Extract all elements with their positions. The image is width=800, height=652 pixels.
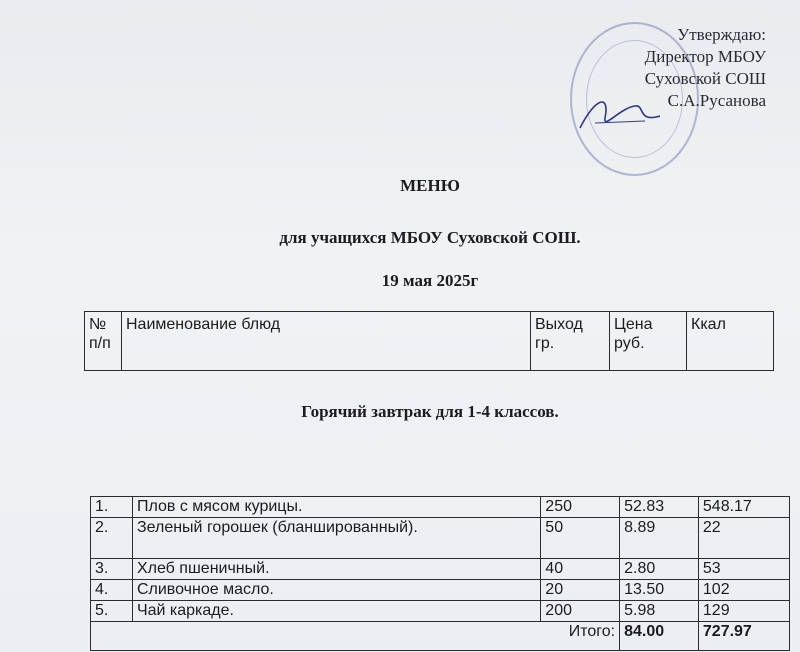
table-row — [91, 580, 790, 601]
header-price: Цена руб. — [610, 312, 687, 371]
row-num: 5. — [91, 601, 133, 622]
row-num: 4. — [91, 580, 133, 601]
approval-line: Утверждаю: — [677, 25, 766, 44]
total-label: Итого: — [91, 622, 620, 651]
total-price: 84.00 — [620, 622, 699, 651]
table-row — [91, 559, 790, 580]
row-name: Хлеб пшеничный. — [132, 559, 540, 580]
row-name: Зеленый горошек (бланшированный). — [132, 518, 540, 559]
row-num: 2. — [91, 518, 133, 559]
header-name: Наименование блюд — [122, 312, 531, 371]
row-price: 52.83 — [620, 497, 699, 518]
row-num: 1. — [91, 497, 133, 518]
row-name: Плов с мясом курицы. — [132, 497, 540, 518]
menu-title: МЕНЮ — [400, 176, 460, 195]
row-kcal: 102 — [698, 580, 789, 601]
total-row — [91, 622, 790, 651]
row-kcal: 53 — [698, 559, 789, 580]
row-price: 13.50 — [620, 580, 699, 601]
menu-table — [90, 496, 790, 651]
header-table — [84, 311, 774, 371]
menu-date: 19 мая 2025г — [381, 271, 479, 290]
row-num: 3. — [91, 559, 133, 580]
row-price: 2.80 — [620, 559, 699, 580]
menu-subtitle: для учащихся МБОУ Суховской СОШ. — [279, 228, 581, 247]
section-title: Горячий завтрак для 1-4 классов. — [301, 402, 559, 421]
director-title: Директор МБОУ — [644, 47, 766, 66]
table-row — [91, 497, 790, 518]
header-out: Выход гр. — [531, 312, 610, 371]
header-num: № п/п — [85, 312, 122, 371]
row-kcal: 548.17 — [698, 497, 789, 518]
row-name: Сливочное масло. — [132, 580, 540, 601]
row-kcal: 22 — [698, 518, 789, 559]
total-kcal: 727.97 — [698, 622, 789, 651]
school-name: Суховской СОШ — [644, 69, 766, 88]
approval-block — [566, 24, 766, 112]
table-row — [91, 518, 790, 559]
row-out: 40 — [541, 559, 620, 580]
row-out: 50 — [541, 518, 620, 559]
header-kcal: Ккал — [687, 312, 774, 371]
row-kcal: 129 — [698, 601, 789, 622]
row-out: 250 — [541, 497, 620, 518]
row-out: 200 — [541, 601, 620, 622]
row-price: 8.89 — [620, 518, 699, 559]
row-name: Чай каркаде. — [132, 601, 540, 622]
row-out: 20 — [541, 580, 620, 601]
table-row — [91, 601, 790, 622]
row-price: 5.98 — [620, 601, 699, 622]
director-name: С.А.Русанова — [667, 91, 766, 110]
